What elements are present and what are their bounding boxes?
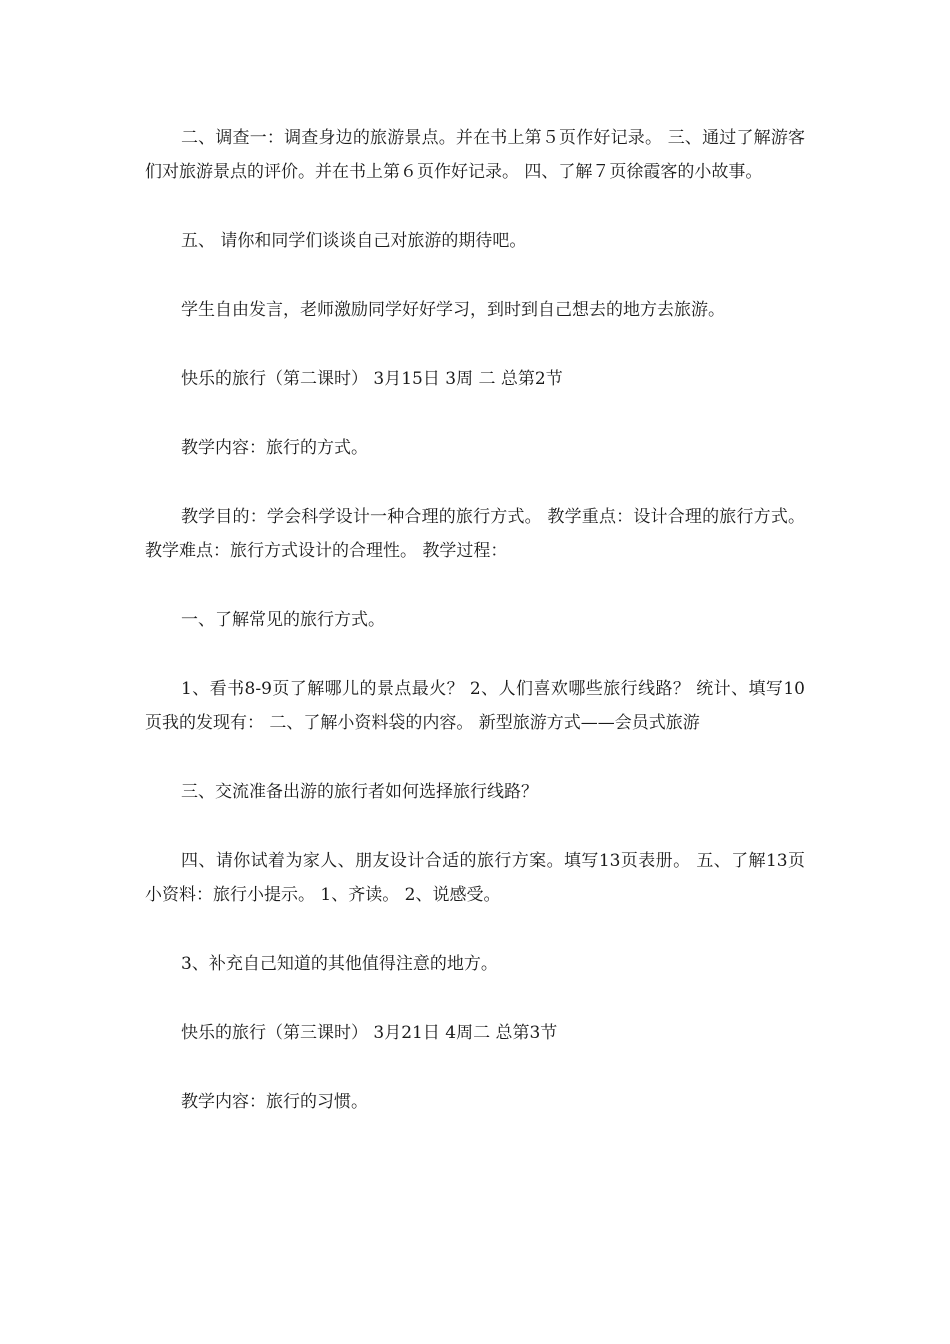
document-body <box>145 121 805 1154</box>
paragraph-student-speech: 学生自由发言，老师激励同学好好学习，到时到自己想去的地方去旅游。 <box>181 300 725 320</box>
paragraph-step-four: 四、请你试着为家人、朋友设计合适的旅行方案。填写13页表册。 五、了解13页小资料：旅行小提示。 1、齐读。 2、说感受。 <box>145 851 805 905</box>
paragraph-step-one: 一、了解常见的旅行方式。 <box>181 610 385 630</box>
paragraph-teaching-content-1: 教学内容：旅行的方式。 <box>181 438 368 458</box>
lesson-heading-second: 快乐的旅行（第二课时） 3月15日 3周 二 总第2节 <box>181 369 563 389</box>
paragraph-supplement: 3、补充自己知道的其他值得注意的地方。 <box>181 954 498 974</box>
paragraph-book-reading: 1、看书8-9页了解哪儿的景点最火？ 2、人们喜欢哪些旅行线路？ 统计、填写10页我的发现有： 二、了解小资料袋的内容。 新型旅游方式——会员式旅游 <box>145 679 805 733</box>
paragraph-survey-tasks: 二、调查一：调查身边的旅游景点。并在书上第５页作好记录。 三、通过了解游客们对旅游景点的评价。并在书上第６页作好记录。 四、了解７页徐霞客的小故事。 <box>145 128 805 182</box>
lesson-heading-third: 快乐的旅行（第三课时） 3月21日 4周二 总第3节 <box>181 1023 558 1043</box>
paragraph-step-three: 三、交流准备出游的旅行者如何选择旅行线路？ <box>181 782 538 802</box>
paragraph-teaching-goals: 教学目的：学会科学设计一种合理的旅行方式。 教学重点：设计合理的旅行方式。 教学难点：旅行方式设计的合理性。 教学过程： <box>145 507 805 561</box>
paragraph-teaching-content-2: 教学内容：旅行的习惯。 <box>181 1092 368 1112</box>
paragraph-travel-expectations: 五、 请你和同学们谈谈自己对旅游的期待吧。 <box>181 231 527 251</box>
